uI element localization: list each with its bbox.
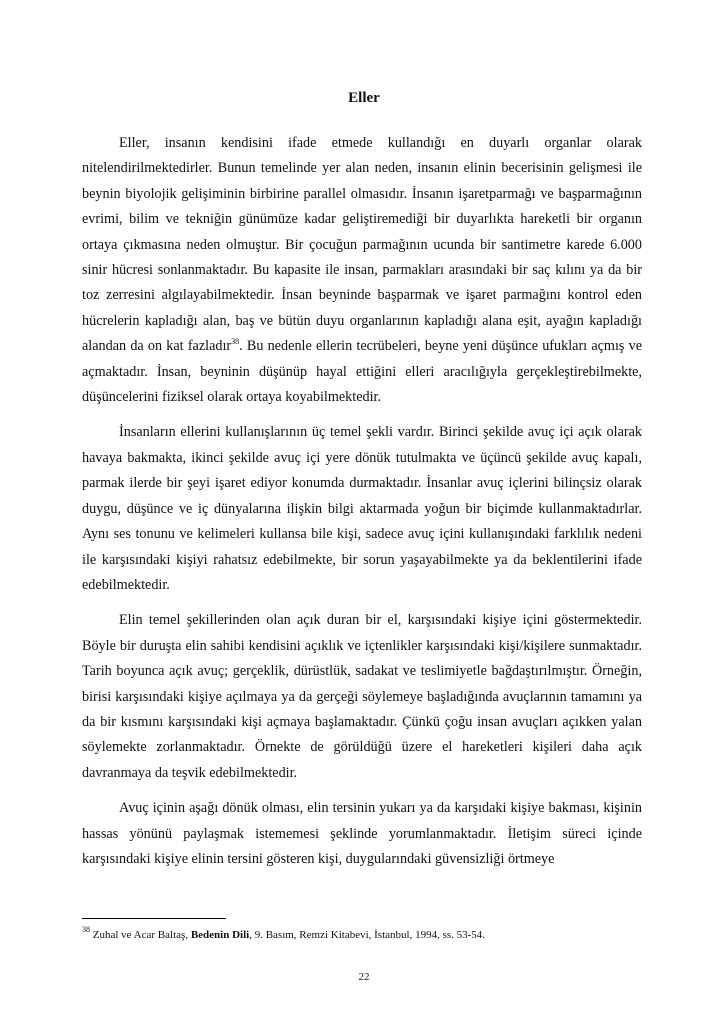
footnote-number: 38 (82, 925, 90, 935)
footnote-details: , 9. Basım, Remzi Kitabevi, İstanbul, 1994, ss. 53-54. (249, 929, 486, 941)
footnote (82, 925, 642, 942)
paragraph-2: İnsanların ellerini kullanışlarının üç temel şekli vardır. Birinci şekilde avuç içi açık olarak havaya bakmakta, ikinci şekilde avuç içi yere dönük tutulmakta ve üçüncü şekilde avuç kapalı, parmak ilerde bir şeyi işaret ediyor konumda durmaktadır. İnsanlar avuç içlerini bilinçsiz olarak duygu, düşünce ve iç dünyalarına ilişkin bilgi aktarmada yoğun bir biçimde kullanmaktadırlar. Aynı ses tonunu ve kelimeleri kullansa bile kişi, sadece avuç içini kullanışındaki farklılık nedeni ile karşısındaki kişiyi rahatsız edebilmekte, bir sorun yaşayabilmekte ya da beklentilerini ifade edebilmektedir. (82, 424, 642, 593)
body-text (82, 131, 642, 872)
page-number: 22 (358, 971, 370, 983)
footnote-author: Zuhal ve Acar Baltaş, (92, 929, 191, 941)
footnote-book-title: Bedenin Dili (190, 929, 250, 941)
paragraph-1 (82, 131, 642, 410)
paragraph-4: Avuç içinin aşağı dönük olması, elin tersinin yukarı ya da karşıdaki kişiye bakması, kişinin hassas yönünü paylaşmak istememesi şeklinde yorumlanmaktadır. İletişim süreci içinde karşısındaki kişiye elinin tersini gösteren kişi, duygularındaki güvensizliği örtmeye (82, 800, 642, 867)
footnote-reference: 38 (231, 336, 240, 346)
paragraph-1-text-after: . Bu nedenle ellerin tecrübeleri, beyne yeni düşünce ufukları açmış ve açmaktadır. İnsan, beyninin düşünüp hayal ettiğini elleri aracılığıyla gerçekleştirebilmekte, düşüncelerini fiziksel olarak ortaya koyabilmektedir. (82, 338, 643, 406)
paragraph-3: Elin temel şekillerinden olan açık duran bir el, karşısındaki kişiye içini göstermektedir. Böyle bir duruşta elin sahibi kendisini açıklık ve içtenlikler karşısındaki kişi/kişilere sunmaktadır. Tarih boyunca açık avuç; gerçeklik, dürüstlük, sadakat ve teslimiyetle bağdaştırılmıştır. Örneğin, birisi karşısındaki kişiye açılmaya ya da gerçeği söylemeye başladığında avuçlarının tamamını ya da bir kısmını karşısındaki kişi açmaya başlamaktadır. Çünkü çoğu insan avuçları açıkken yalan söylemekte zorlanmaktadır. Örnekte de görüldüğü üzere el hareketleri kişileri daha açık davranmaya da teşvik edebilmektedir. (82, 612, 642, 781)
footnote-separator (82, 918, 226, 919)
paragraph-1-text-before: Eller, insanın kendisini ifade etmede kullandığı en duyarlı organlar olarak nitelendirilmektedirler. Bunun temelinde yer alan neden, insanın elinin becerisinin gelişmesi ile beynin biyolojik gelişiminin birbirine parallel olmasıdır. İnsanın işaretparmağı ve başparmağının evrimi, bilim ve tekniğin günümüze kadar geliştiremediği bir duyarlıkta hareketli bir organın ortaya çıkmasına neden olmuştur. Bir çocuğun parmağının ucunda bir santimetre karede 6.000 sinir hücresi sonlanmaktadır. Bu kapasite ile insan, parmakları arasındaki bir saç kılını ya da bir toz zerresini algılayabilmektedir. İnsan beyninde başparmak ve işaret parmağını kontrol eden hücrelerin kapladığı alan, baş ve bütün duyu organlarının kapladığı alana eşit, ayağın kapladığı alandan da on kat fazladır (82, 135, 642, 355)
section-title: Eller (348, 90, 380, 106)
